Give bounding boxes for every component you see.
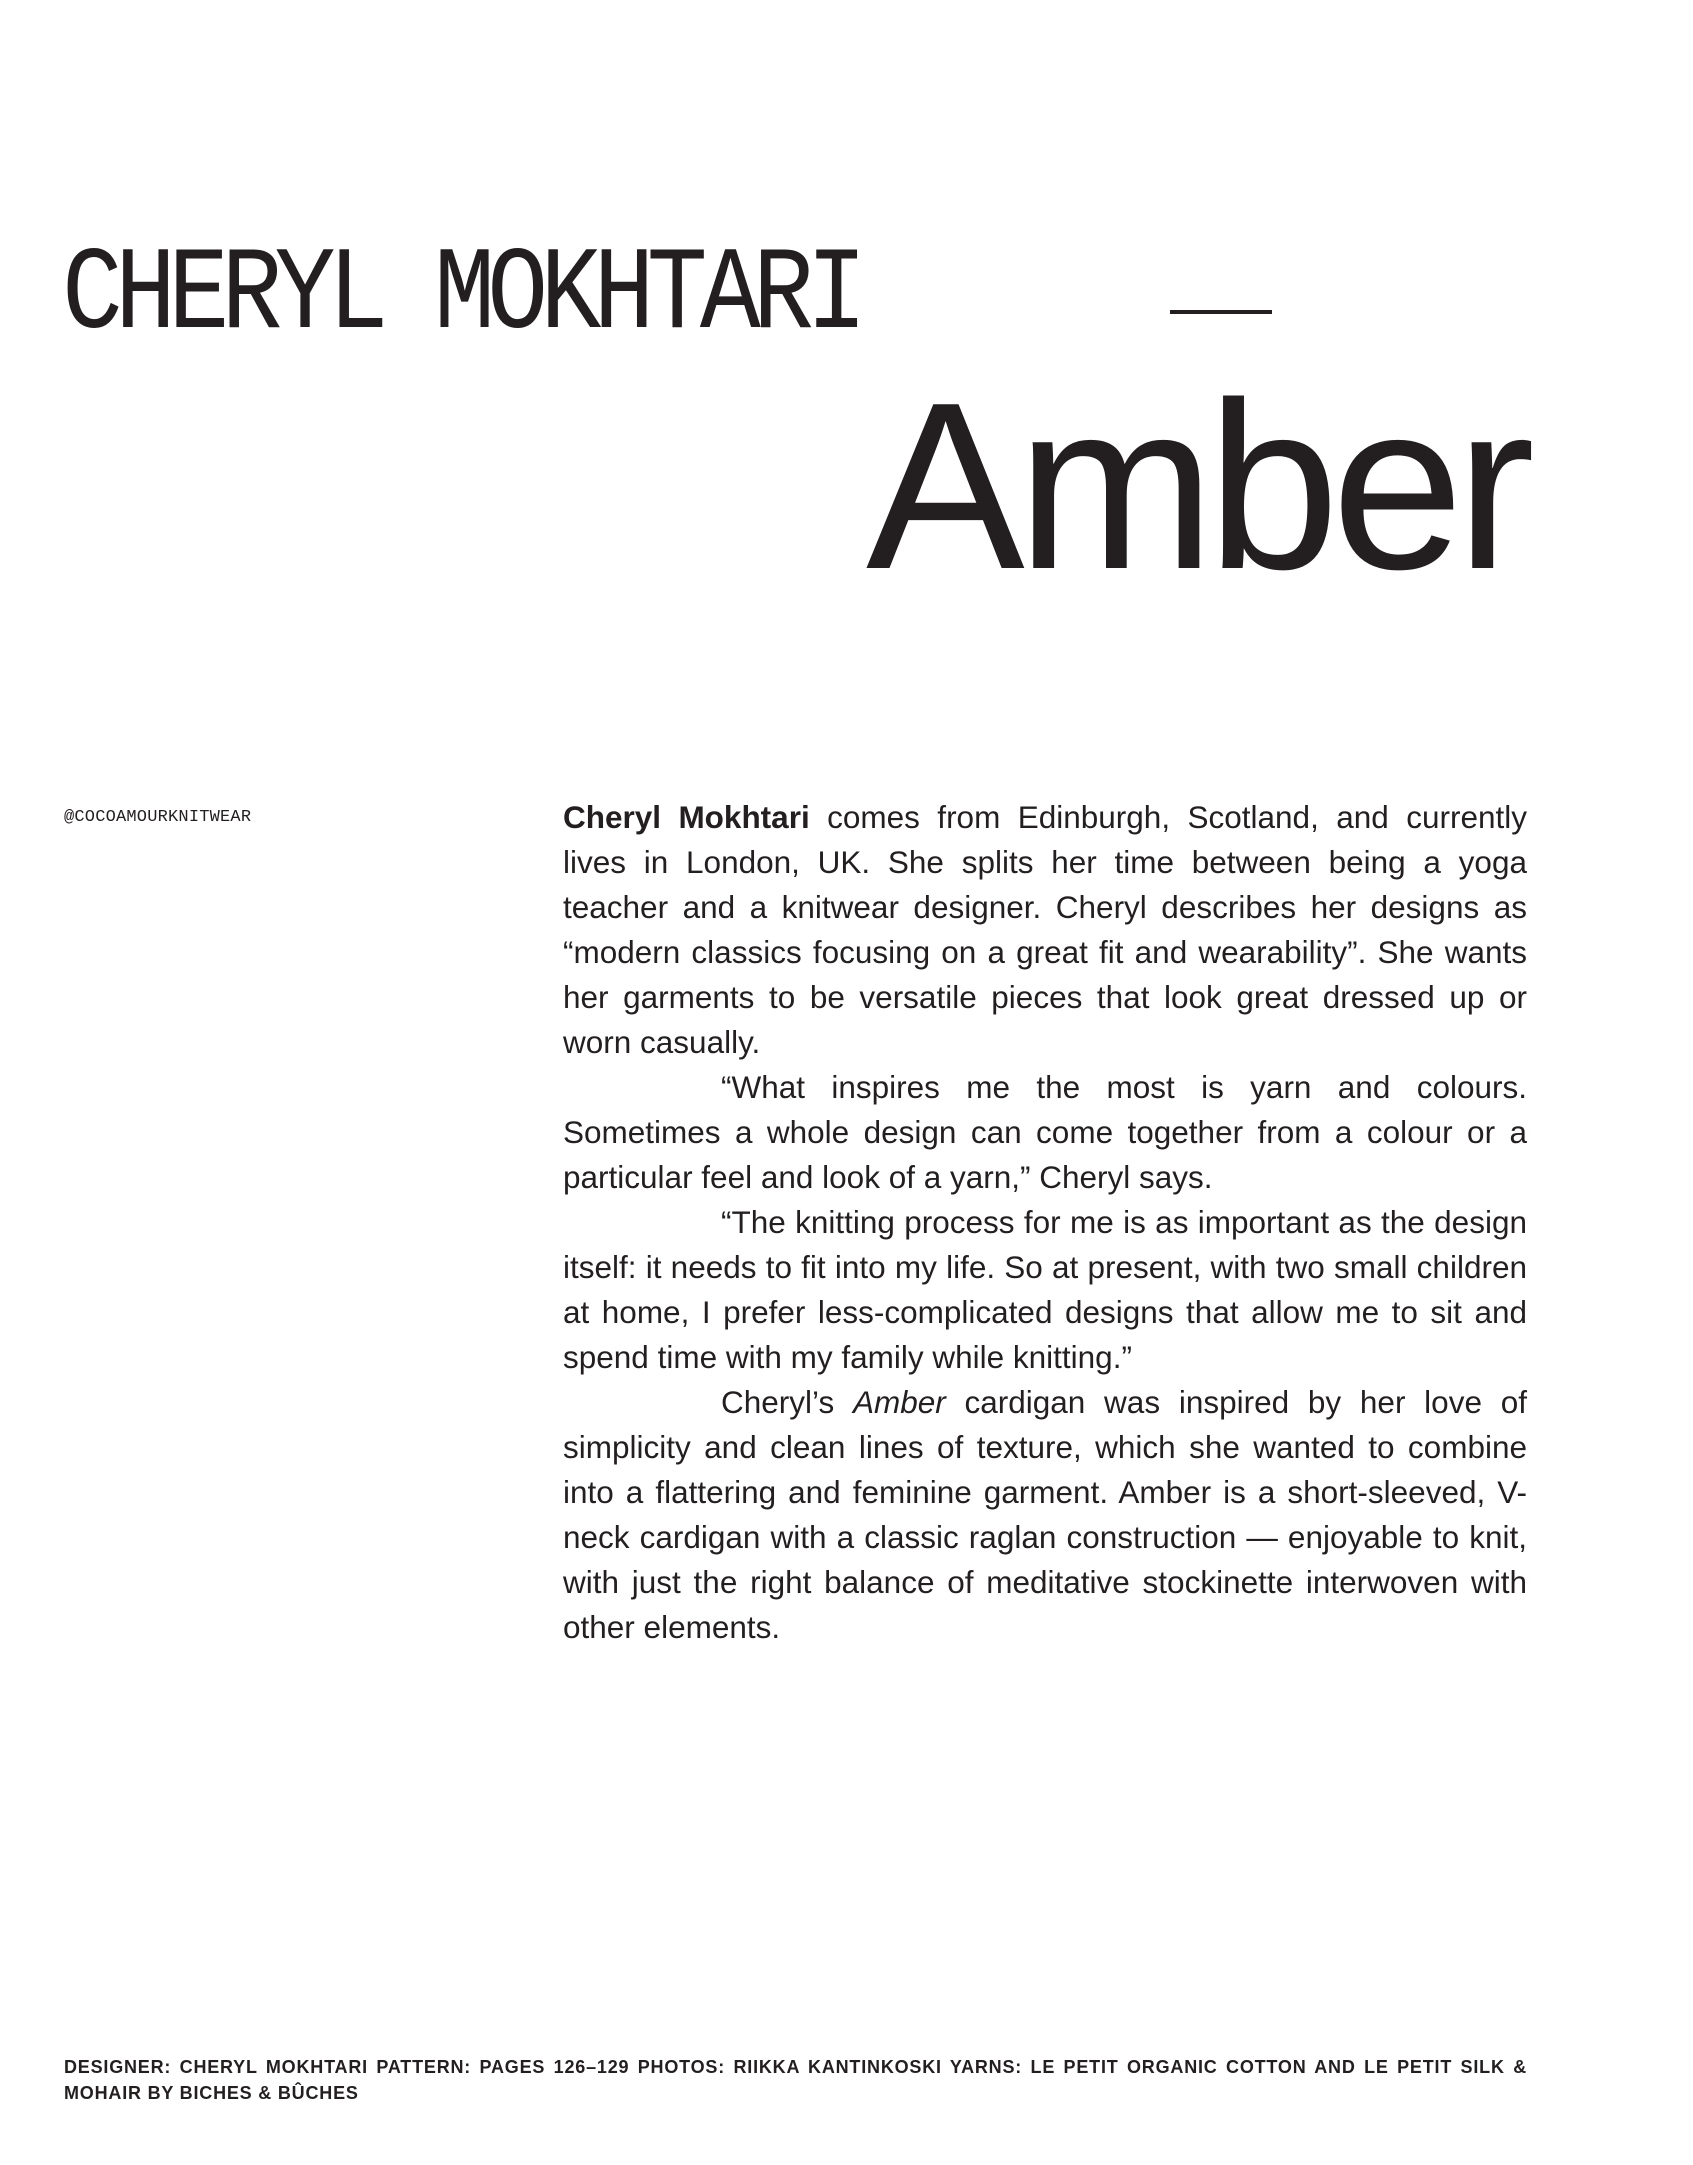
designer-name: CHERYL MOKHTARI <box>62 230 860 363</box>
credits-footer: DESIGNER: CHERYL MOKHTARI PATTERN: PAGES 126–129 PHOTOS: RIIKKA KANTINKOSKI YARNS: LE PETIT ORGANIC COTTON AND LE PETIT SILK & MOHAIR BY BICHES & BÛCHES <box>64 2057 1527 2103</box>
pattern-title: Amber <box>866 354 1527 619</box>
lead-designer-name: Cheryl Mokhtari <box>563 799 810 835</box>
title-dash-rule <box>1170 310 1272 314</box>
social-handle: @COCOAMOURKNITWEAR <box>64 808 252 827</box>
article-paragraph-1 <box>563 795 1527 1065</box>
article-body <box>563 795 1527 1650</box>
article-paragraph-3: “The knitting process for me is as important as the design itself: it needs to fit into my life. So at present, with two small children at home, I prefer less-complicated designs that allow me to sit and spend time with my family while knitting.” <box>563 1204 1527 1375</box>
paragraph-1-text: comes from Edinburgh, Scotland, and currently lives in London, UK. She splits her time between being a yoga teacher and a knitwear designer. Cheryl describes her designs as “modern classics focusing on a great fit and wearability”. She wants her garments to be versatile pieces that look great dressed up or worn casually. <box>563 799 1527 1060</box>
paragraph-4-after: cardigan was inspired by her love of simplicity and clean lines of texture, which she wanted to combine into a flattering and feminine garment. Amber is a short-sleeved, V-neck cardigan with a classic raglan construction — enjoyable to knit, with just the right balance of meditative stockinette interwoven with other elements. <box>563 1384 1527 1645</box>
paragraph-4-italic-title: Amber <box>852 1384 946 1420</box>
article-paragraph-4 <box>563 1380 1527 1650</box>
paragraph-4-before: Cheryl’s <box>721 1384 853 1420</box>
article-paragraph-2: “What inspires me the most is yarn and colours. Sometimes a whole design can come together from a colour or a particular feel and look of a yarn,” Cheryl says. <box>563 1069 1527 1195</box>
